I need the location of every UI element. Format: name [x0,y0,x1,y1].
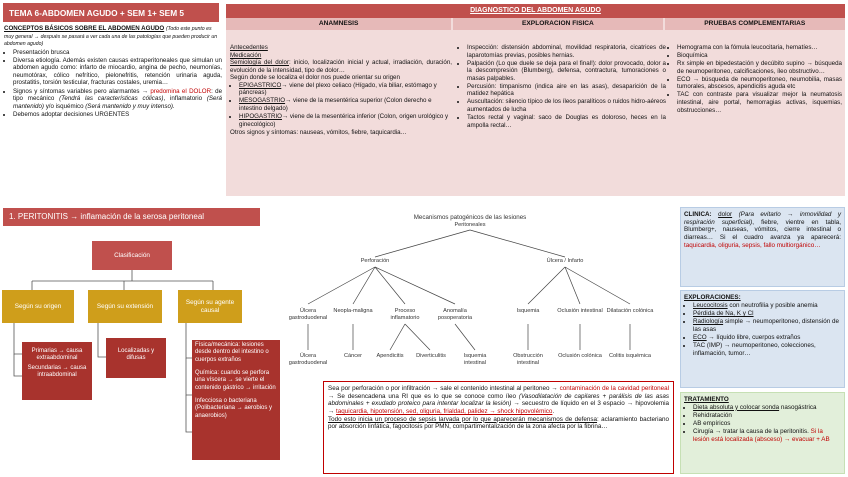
tree-subtitle: Peritoneales [454,222,486,228]
otros-signos: Otros signos y síntomas: nauseas, vómitos, fiebre, taquicardia… [230,128,407,136]
sepsis-box: Sea por perforación o por infiltración → sale el contenido intestinal al peritoneo → contaminación de la cavidad peritoneal → Se desencadena una RI que es lo que se conoce como íleo (Vasodilatación de capilares + parálisis de las asas abdominales + exudado proteico para intentar localizar la lesión) → secuestro de líquido en el 3 espacio → hipovolemia → taquicardia, hipotensión, sed, oliguria, frialdad, palidez → shock hipovolémico. Todo esto inicia un proceso de sepsis larvada por lo que aparecerán mecanismos de defensa: aclaramiento bacteriano por absorción linfática, fagocitosis por PMN, compartimentalización de la zona afecta por la fibrina… [323,381,674,474]
clasificacion-box: Clasificación [92,241,172,270]
intro-item: • Signos y síntomas variables pero alarmantes → predomina el DOLOR: de tipo mecánico (Tendrá las características cólicas), inflamatorio (Será mantenido) y/o isquémico (Será mantenido y muy intenso). [13,88,222,111]
tree-node: Proceso inflamatorio [390,308,420,321]
tree-right: Úlcera / Infarto [546,258,584,264]
pruebas-cell [668,44,842,115]
col-exploracion: EXPLORACION FISICA [453,18,662,30]
tree-leaf: Isquemia intestinal [463,353,487,366]
pruebas-item: • Hemograma con la fómula leucocitaria, hematíes… [677,44,842,52]
tree-leaf: Obstrucción intestinal [513,353,543,366]
peritonitis-title: 1. PERITONITIS → inflamación de la serosa peritoneal [3,208,260,226]
tree-title: Mecanismos patogénicos de las lesiones [413,214,527,221]
tree-node: Úlcera gastroduodenal [288,308,328,321]
tratamiento-box [680,392,845,474]
pruebas-item: • TAC con contraste para visualizar mejor la neumatosis intestinal, aire portal, hemorragias activas, isquemias, obstrucciones… [677,91,842,114]
tratamiento-item: • Rehidratación [693,412,841,420]
branch-extension: Según su extensión [88,290,162,323]
agente-box: Física/mecánica: lesiones desde dentro del intestino o cuerpos extraños Química: cuando se perfora una víscera → se vierte el contenido gástrico → irritación Infecciosa o bacteriana (Polibacteriana → aerobios y anaerobios) [192,340,280,460]
diagnostico-panel [226,4,845,196]
exploracion-cell [458,44,666,130]
pathogenic-tree [280,212,670,382]
exploraciones-item: • ECO → líquido libre, cuerpos extraños [693,334,841,342]
tratamiento-item: • AB empíricos [693,420,841,428]
medicacion: Medicación [230,51,262,59]
tratamiento-item: • Dieta absoluta y colocar sonda nasogástrica [693,404,841,412]
anamnesis-item: • EPIGASTRICO→ viene del plexo celiaco (Hígado, vía biliar, estómago y páncreas) [239,82,452,97]
anamnesis-item: • HIPOGASTRIO→ viene de la mesentérica inferior (Colon, origen urológico y ginecológico) [239,113,452,128]
tree-left: Perforación [360,258,390,264]
anamnesis-item: • MESOGASTRIO→ viene de la mesentérica superior (Colon derecho e intestino delgado) [239,97,452,112]
pruebas-item: • Rx simple en bipedestación y decúbito supino → búsqueda de neumoperitoneo, calcificaciones, íleo obstructivo… [677,60,842,75]
exploracion-item: • Tactos rectal y vaginal: saco de Douglas es doloroso, heces en la ampolla rectal… [467,114,666,129]
page-title: TEMA 6-ABDOMEN AGUDO + SEM 1+ SEM 5 [3,3,219,22]
tree-node: Anomalía posoperatoria [437,308,473,321]
tree-leaf: Apendicitis [376,353,404,359]
branch-agente: Según su agente causal [178,290,242,323]
antecedentes: Antecedentes [230,44,268,51]
tree-leaf: Cáncer [343,353,363,359]
diagnostico-title: DIAGNOSTICO DEL ABDOMEN AGUDO [226,4,845,18]
intro-item: • Presentación brusca [13,49,222,57]
exploraciones-item: • TAC (IMP) → neumoperitoneo, colecciones, inflamación, tumor… [693,342,841,357]
pruebas-item: • ECO → búsqueda de neumoperitoneo, neumobilia, masas tumorales, abscesos, apendicitis aguda etc [677,76,842,91]
tree-leaf: Úlcera gastroduodenal [288,353,328,366]
exploraciones-box [680,290,845,388]
exploraciones-item: • Radiología simple → neumoperitoneo, distensión de las asas [693,318,841,333]
exploracion-item: • Auscultación: silencio típico de los íleos paralíticos o ruidos hidro-aéreos aumentados de lucha [467,98,666,113]
tree-node: Dilatación colónica [606,308,654,314]
intro-item: • Debemos adoptar decisiones URGENTES [13,111,222,119]
intro-item: • Diversa etiología. Además existen causas extraperitoneales que simulan un abdomen agudo como: infarto de miocardio, angina de pecho, neumonías, neumotórax, cólico nefrítico, pielonefritis, retención urinaria aguda, prostatitis, torsión testicular, fracturas costales, uremia… [13,57,222,87]
col-pruebas: PRUEBAS COMPLEMENTARIAS [665,18,845,30]
clinica-box: CLINICA: dolor (Para evitarlo → inmovilidad y respiración superficial), fiebre, vientre en tabla, Blumberg+, nauseas, vómitos, cierre intestinal o diarreas… Si el cuadro avanza ya aparecerá: taquicardia, oliguria, sepsis, fallo multiorgánico… [680,207,845,287]
tratamiento-title: TRATAMIENTO [684,396,729,403]
tree-leaf: Oclusión colónica [558,353,602,359]
col-anamnesis: ANAMNESIS [226,18,451,30]
exploraciones-item: • Pérdida de Na, K y Cl [693,310,841,318]
exploraciones-item: • Leucocitosis con neutrofilia y posible anemia [693,302,841,310]
tree-node: Isquemia [516,308,540,314]
tree-leaf: Diverticulitis [416,353,446,359]
pruebas-item: • Bioquímica [677,52,842,60]
branch-origen: Según su origen [2,290,74,323]
exploracion-item: • Inspección: distensión abdominal, movilidad respiratoria, cicatrices de laparotomías previas, posibles hernias. [467,44,666,59]
tree-node: Oclusión intestinal [557,308,603,314]
segun-localizacion: Según donde se localiza el dolor nos puede orientar su origen [230,74,400,82]
semiologia: Semiología del dolor: inicio, localización inicial y actual, irradiación, duración, evolución de la intensidad, tipo de dolor… [230,59,452,74]
origen-box: Primarias → causa extraabdominal Secundarias → causa intraabdominal [22,342,92,400]
tree-node: Neopla-maligna [333,308,373,314]
intro-heading: CONCEPTOS BÁSICOS SOBRE EL ABDOMEN AGUDO [4,25,165,32]
tratamiento-item: • Cirugía → tratar la causa de la peritonitis. Si la lesión está localizada (absceso) → evacuar + AB [693,428,841,443]
exploracion-item: • Percusión: timpanismo (indica aire en las asas), desaparición de la matidez hepática [467,83,666,98]
extension-box: Localizadas y difusas [106,338,166,378]
tree-leaf: Colitis isquémica [609,353,651,359]
exploracion-item: • Palpación (Lo que duele se deja para el final!): dolor provocado, dolor a la descompresión (Blumberg), defensa, contractura, tumoraciones o masas palpables. [467,60,666,83]
intro-note: (Todo este punto es muy general → después se pasará a ver cada una de las patologías que pueden producir un abdomen agudo) [4,26,218,48]
exploraciones-title: EXPLORACIONES: [684,294,741,301]
